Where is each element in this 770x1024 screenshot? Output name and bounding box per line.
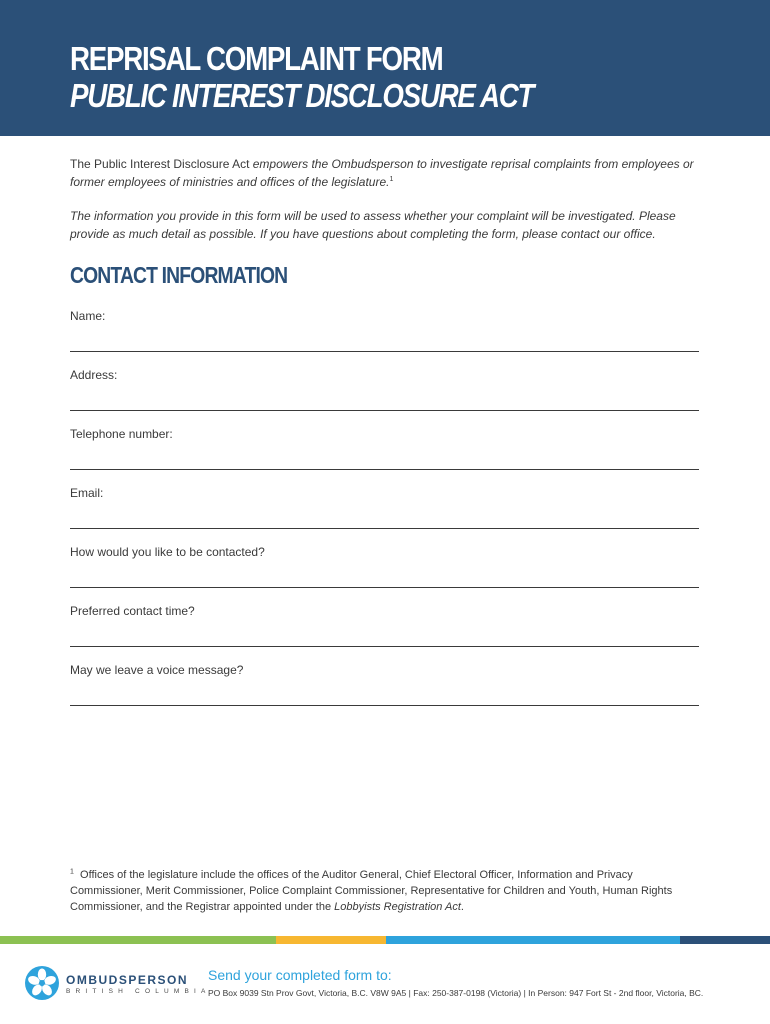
address-field[interactable] xyxy=(70,367,699,415)
stripe-cyan xyxy=(386,936,680,944)
stripe-yellow xyxy=(276,936,386,944)
contact-method-input-line[interactable] xyxy=(70,587,699,588)
contact-time-field[interactable] xyxy=(70,603,699,651)
page-header xyxy=(0,0,770,136)
ombudsperson-logo-icon xyxy=(24,965,60,1001)
footnote-end: . xyxy=(460,901,464,913)
contact-time-label: Preferred contact time? xyxy=(70,604,195,618)
send-heading: Send your completed form to: xyxy=(208,967,392,983)
footnote-ref: 1 xyxy=(389,176,394,183)
name-label: Name: xyxy=(70,309,106,323)
org-subtitle: BRITISH COLUMBIA xyxy=(66,988,211,995)
stripe-green xyxy=(0,936,276,944)
footnote-text: Offices of the legislature include the offices of the Auditor General, Chief Electoral Officer, Information and Privacy Commissioner, Merit Commissioner, Police Complaint Commissioner, Representative for Children and Youth, Human Rights Commissioner, and the Registrar appointed under the xyxy=(70,869,673,913)
name-field[interactable] xyxy=(70,308,699,356)
form-title: REPRISAL COMPLAINT FORM xyxy=(70,40,443,77)
contact-time-input-line[interactable] xyxy=(70,646,699,647)
address-input-line[interactable] xyxy=(70,410,699,411)
intro-p2-italic: The information you provide in this form will be used to assess whether your complaint will be investigated. Please provide as much detail as possible. If you have questions about completing the form, please contact our office. xyxy=(70,209,676,241)
footnote-italic: Lobbyists Registration Act xyxy=(334,901,461,913)
telephone-input-line[interactable] xyxy=(70,469,699,470)
voice-message-field[interactable] xyxy=(70,662,699,710)
voice-message-input-line[interactable] xyxy=(70,705,699,706)
footnote xyxy=(70,867,700,915)
telephone-field[interactable] xyxy=(70,426,699,474)
telephone-label: Telephone number: xyxy=(70,427,173,441)
email-input-line[interactable] xyxy=(70,528,699,529)
email-field[interactable] xyxy=(70,485,699,533)
org-name: OMBUDSPERSON xyxy=(66,973,189,987)
intro-p1-plain: The Public Interest Disclosure Act xyxy=(70,157,253,171)
voice-message-label: May we leave a voice message? xyxy=(70,663,244,677)
contact-section-title: CONTACT INFORMATION xyxy=(70,262,288,288)
address-label: Address: xyxy=(70,368,118,382)
stripe-navy xyxy=(680,936,770,944)
act-title: PUBLIC INTEREST DISCLOSURE ACT xyxy=(70,77,534,114)
intro-paragraph-2 xyxy=(70,207,710,243)
intro-paragraph-1 xyxy=(70,155,710,191)
intro-text xyxy=(70,155,710,243)
contact-method-field[interactable] xyxy=(70,544,699,592)
mailing-address: PO Box 9039 Stn Prov Govt, Victoria, B.C. V8W 9A5 | Fax: 250-387-0198 (Victoria) | In Person: 947 Fort St - 2nd floor, Victoria, BC. xyxy=(208,988,704,998)
email-label: Email: xyxy=(70,486,104,500)
name-input-line[interactable] xyxy=(70,351,699,352)
footnote-marker: 1 xyxy=(70,868,74,876)
intro-p1-italic: empowers the Ombudsperson to investigate reprisal complaints from employees or former employees of ministries and offices of the legislature. xyxy=(70,157,694,189)
contact-method-label: How would you like to be contacted? xyxy=(70,545,265,559)
